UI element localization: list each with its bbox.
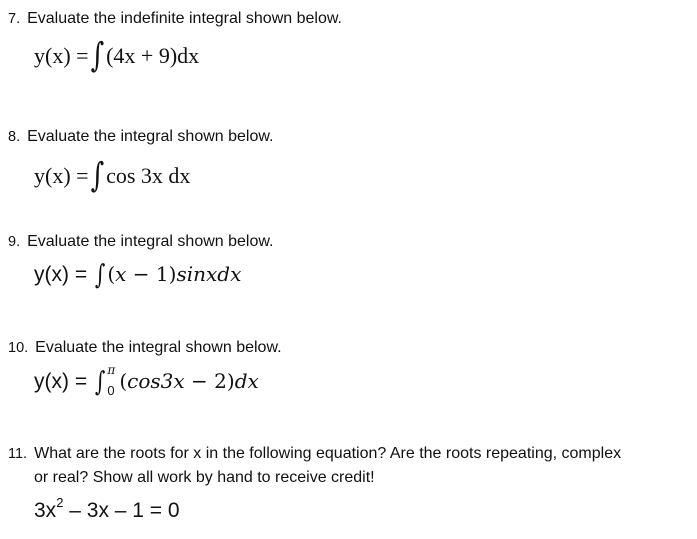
equation-integrand: cos 3x dx xyxy=(106,163,191,188)
equation-base: 3x xyxy=(34,499,57,522)
question-10-equation xyxy=(34,362,259,398)
integrand-rest: − 2) xyxy=(184,369,235,393)
integral-limits xyxy=(107,362,119,398)
question-11-equation xyxy=(34,497,180,523)
question-8-header xyxy=(8,127,273,147)
question-prompt-line-2: or real? Show all work by hand to receive credit! xyxy=(34,469,375,486)
integrand-rest: − 1) xyxy=(126,262,177,286)
equation-lhs: y(x) = xyxy=(34,263,88,286)
equation-rest: – 3x – 1 = 0 xyxy=(63,499,180,522)
question-7-header xyxy=(8,9,342,29)
question-number: 7. xyxy=(8,11,21,27)
question-11-header xyxy=(8,444,621,464)
upper-limit: π xyxy=(107,362,116,377)
equation-lhs: y(x) = xyxy=(34,163,89,188)
equation-lhs: y(x) = xyxy=(34,370,88,393)
question-prompt: Evaluate the integral shown below. xyxy=(27,128,274,145)
integral-sign: ∫ xyxy=(94,257,106,291)
lower-limit: 0 xyxy=(107,382,115,398)
integrand-tail: sinxdx xyxy=(176,262,242,286)
integrand-body: cos3x xyxy=(127,369,185,393)
question-9-equation xyxy=(34,257,242,291)
integrand-tail: dx xyxy=(234,369,259,393)
question-prompt-line-1: What are the roots for x in the following equation? Are the roots repeating, complex xyxy=(34,445,622,462)
integrand-variable: x xyxy=(115,262,127,286)
question-number: 9. xyxy=(8,234,21,250)
question-number: 11. xyxy=(8,446,28,462)
integral-sign: ∫ xyxy=(90,156,105,196)
question-number: 10. xyxy=(8,340,29,356)
question-number: 8. xyxy=(8,129,21,145)
question-10-header xyxy=(8,338,282,358)
question-prompt: Evaluate the indefinite integral shown below. xyxy=(27,10,342,27)
question-8-equation xyxy=(34,156,191,196)
question-prompt: Evaluate the integral shown below. xyxy=(27,233,274,250)
equation-exponent: 2 xyxy=(56,495,64,510)
equation-lhs: y(x) = xyxy=(34,43,89,68)
paren-open: ( xyxy=(119,369,128,393)
equation-integrand: (4x + 9)dx xyxy=(106,43,200,68)
integral-sign: ∫ xyxy=(90,36,105,76)
integral-sign: ∫ xyxy=(94,364,106,398)
question-7-equation xyxy=(34,36,200,76)
question-prompt: Evaluate the integral shown below. xyxy=(35,339,282,356)
question-9-header xyxy=(8,232,273,252)
paren-open: ( xyxy=(107,262,116,286)
